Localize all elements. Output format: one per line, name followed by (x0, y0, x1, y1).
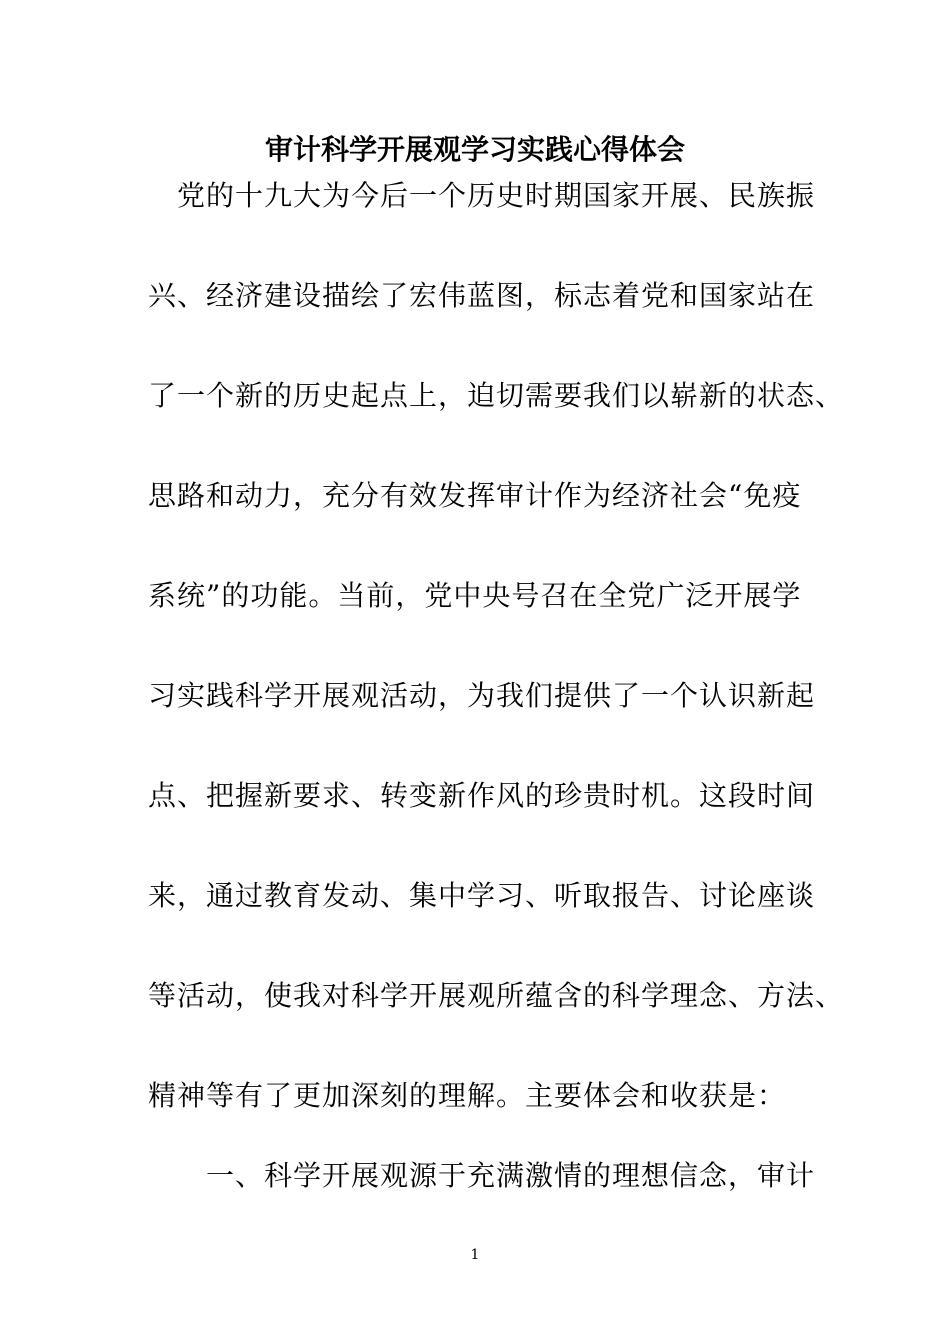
body-line-4: 思路和动力，充分有效发挥审计作为经济社会“免疫 (148, 479, 802, 512)
page-number: 1 (470, 1247, 480, 1263)
body-line-6: 习实践科学开展观活动，为我们提供了一个认识新起 (148, 679, 816, 712)
body-line-1: 党的十九大为今后一个历史时期国家开展、民族振 (148, 179, 816, 212)
body-line-9: 等活动，使我对科学开展观所蕴含的科学理念、方法、 (148, 979, 845, 1012)
body-line-8: 来，通过教育发动、集中学习、听取报告、讨论座谈 (148, 879, 816, 912)
body-line-2: 兴、经济建设描绘了宏伟蓝图，标志着党和国家站在 (148, 279, 816, 312)
body-line-7: 点、把握新要求、转变新作风的珍贵时机。这段时间 (148, 779, 816, 812)
body-line-5: 系统”的功能。当前，党中央号召在全党广泛开展学 (148, 579, 802, 612)
document-title: 审计科学开展观学习实践心得体会 (264, 133, 685, 166)
body-line-11: 一、科学开展观源于充满激情的理想信念，审计 (148, 1159, 816, 1192)
body-line-10: 精神等有了更加深刻的理解。主要体会和收获是： (148, 1079, 787, 1112)
body-line-3: 了一个新的历史起点上，迫切需要我们以崭新的状态、 (148, 379, 845, 412)
